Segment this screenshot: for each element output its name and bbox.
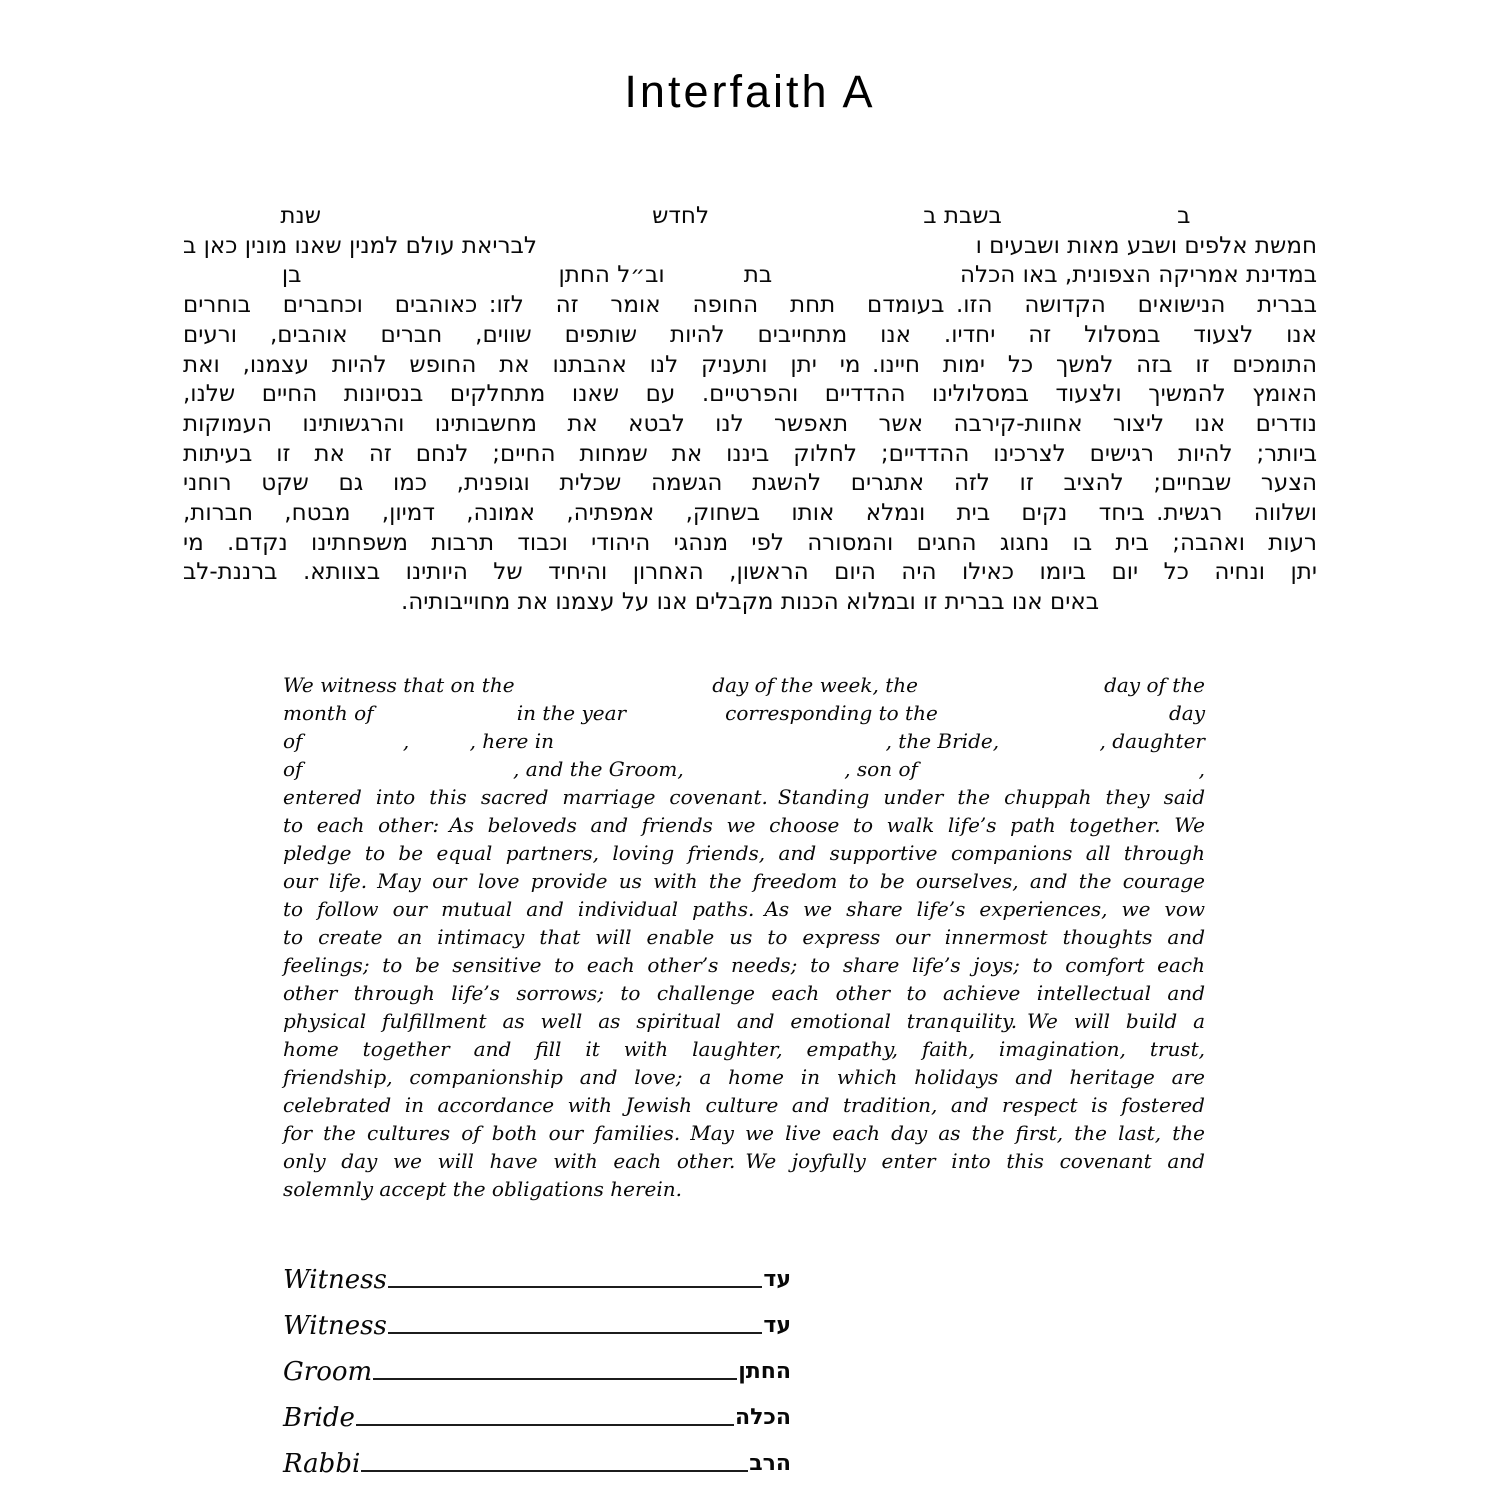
signature-line [388, 1286, 763, 1288]
signature-hebrew-label: הרב [749, 1451, 791, 1476]
hebrew-text-line: אנו לצעוד במסלול זה יחדיו. אנו מתחייבים להיות שותפים שווים, חברים אוהבים, ורעים [183, 321, 1317, 348]
signature-line [373, 1378, 737, 1380]
hebrew-fill-line [183, 202, 1317, 232]
hebrew-text-segment: בן [281, 262, 302, 289]
english-text-segment: , [1198, 757, 1205, 781]
english-fill-line [283, 671, 1205, 699]
hebrew-text-line: נודרים אנו ליצור אחוות-קירבה אשר תאפשר לנו לבטא את מחשבותינו והרגשותינו העמוקות [183, 410, 1317, 437]
hebrew-text-segment: במדינת אמריקה הצפונית, באו הכלה [960, 262, 1317, 289]
english-text-segment: , here in [469, 729, 555, 753]
hebrew-text-line: ביותר; להיות רגישים לצרכינו ההדדיים; לחלוק ביננו את שמחות החיים; לנחם זה את זו בעיתות [183, 440, 1317, 467]
english-text-segment: , [402, 729, 410, 753]
hebrew-text-segment: לחדש [652, 203, 710, 229]
hebrew-text-segment: שנת [280, 203, 321, 229]
english-text-segment: of [283, 729, 303, 753]
english-text-line: physical fulfillment as well as spiritual and emotional tranquility. We will build a [283, 1009, 1205, 1033]
signature-hebrew-label: הכלה [735, 1405, 791, 1430]
english-text-segment: , and the Groom, [513, 757, 684, 781]
english-text-line: to follow our mutual and individual paths. As we share life’s experiences, we vow [283, 897, 1205, 921]
english-text-line: solemnly accept the obligations herein. [283, 1177, 682, 1201]
hebrew-text-line: האומץ להמשיך ולצעוד במסלולינו ההדדיים והפרטיים. עם שאנו מתחלקים בנסיונות החיים שלנו, [183, 381, 1317, 408]
english-text-line: friendship, companionship and love; a home in which holidays and heritage are [283, 1065, 1205, 1089]
signature-row [283, 1247, 791, 1293]
english-text-segment: month of [283, 701, 374, 725]
english-text-segment: We witness that on the [283, 673, 515, 697]
english-text-line: celebrated in accordance with Jewish culture and tradition, and respect is fostered [283, 1093, 1205, 1117]
signature-label: Rabbi [283, 1449, 361, 1479]
english-text-segment: in the year [516, 701, 627, 725]
english-text-segment: day of the [1104, 673, 1205, 697]
hebrew-text-line: יתן ונחיה כל יום ביומו כאילו היה היום הראשון, האחרון והיחיד של היותינו בצוותא. ברננת-לב [183, 559, 1317, 586]
english-fill-line [283, 727, 1205, 755]
english-text-segment: , daughter [1099, 729, 1205, 753]
page-title: Interfaith A [624, 66, 876, 117]
signature-hebrew-label: החתן [738, 1359, 791, 1384]
hebrew-fill-line [183, 261, 1317, 291]
signature-line [388, 1332, 763, 1334]
english-text-segment: day of the week, the [712, 673, 918, 697]
english-text-line: pledge to be equal partners, loving friends, and supportive companions all through [283, 841, 1205, 865]
english-text-segment: day [1168, 701, 1205, 725]
signature-row [283, 1385, 791, 1431]
english-text-line: to create an intimacy that will enable us to express our innermost thoughts and [283, 925, 1205, 949]
hebrew-text-line: ושלווה רגשית. ביחד נקים בית ונמלא אותו בשחוק, אמפתיה, אמונה, דמיון, מבטח, חברות, [183, 500, 1317, 527]
signature-label: Bride [283, 1403, 355, 1433]
english-text-block [283, 671, 1205, 1203]
hebrew-text-line: באים אנו בברית זו ובמלוא הכנות מקבלים אנו על עצמנו את מחוייבותיה. [400, 589, 1100, 616]
english-text-segment: of [283, 757, 303, 781]
signature-label: Witness [283, 1265, 387, 1295]
signature-line [361, 1470, 748, 1472]
signature-label: Groom [283, 1357, 373, 1387]
hebrew-fill-line [183, 232, 1317, 262]
english-fill-line [283, 755, 1205, 783]
hebrew-text-line: התומכים זו בזה למשך כל ימות חיינו. מי יתן ותעניק לנו אהבתנו את החופש להיות עצמנו, ואת [183, 351, 1317, 378]
english-text-line: our life. May our love provide us with the freedom to be ourselves, and the courage [283, 869, 1205, 893]
english-text-line: home together and fill it with laughter, empathy, faith, imagination, trust, [283, 1037, 1205, 1061]
hebrew-text-segment: וב״ל החתן [558, 262, 665, 289]
english-text-line: feelings; to be sensitive to each other’s needs; to share life’s joys; to comfort each [283, 953, 1205, 977]
hebrew-text-segment: בת [743, 262, 773, 289]
english-text-line: only day we will have with each other. We joyfully enter into this covenant and [283, 1149, 1205, 1173]
hebrew-text-line: בברית הנישואים הקדושה הזו. בעומדם תחת החופה אומר זה לזו: כאוהבים וכחברים בוחרים [183, 292, 1317, 319]
hebrew-text-segment: חמשת אלפים ושבע מאות ושבעים ו [975, 232, 1317, 259]
english-text-line: entered into this sacred marriage covenant. Standing under the chuppah they said [283, 785, 1205, 809]
signature-block [283, 1247, 791, 1477]
hebrew-text-block [183, 202, 1317, 618]
english-text-line: to each other: As beloveds and friends we choose to walk life’s path together. We [283, 813, 1205, 837]
hebrew-text-line: רעות ואהבה; בית בו נחגוג החגים והמסורה לפי מנהגי היהודי וכבוד תרבות משפחתינו נקדם. מי [183, 529, 1317, 556]
english-text-segment: , son of [844, 757, 918, 781]
english-text-line: other through life’s sorrows; to challenge each other to achieve intellectual and [283, 981, 1205, 1005]
hebrew-text-segment: לבריאת עולם למנין שאנו מונין כאן ב [183, 232, 537, 259]
signature-row [283, 1293, 791, 1339]
signature-line [356, 1424, 734, 1426]
hebrew-text-segment: בשבת ב [923, 203, 1002, 229]
signature-row [283, 1339, 791, 1385]
signature-hebrew-label: עד [763, 1313, 791, 1338]
english-text-segment: corresponding to the [725, 701, 938, 725]
hebrew-text-line: הצער שבחיים; להציב זו לזה אתגרים להשגת הגשמה שכלית וגופנית, כמו גם שקט רוחני [183, 470, 1317, 497]
signature-label: Witness [283, 1311, 387, 1341]
english-text-segment: , the Bride, [885, 729, 1000, 753]
english-text-line: for the cultures of both our families. May we live each day as the first, the last, the [283, 1121, 1205, 1145]
hebrew-text-segment: ב [1177, 203, 1191, 229]
signature-row [283, 1431, 791, 1477]
signature-hebrew-label: עד [763, 1267, 791, 1292]
english-fill-line [283, 699, 1205, 727]
